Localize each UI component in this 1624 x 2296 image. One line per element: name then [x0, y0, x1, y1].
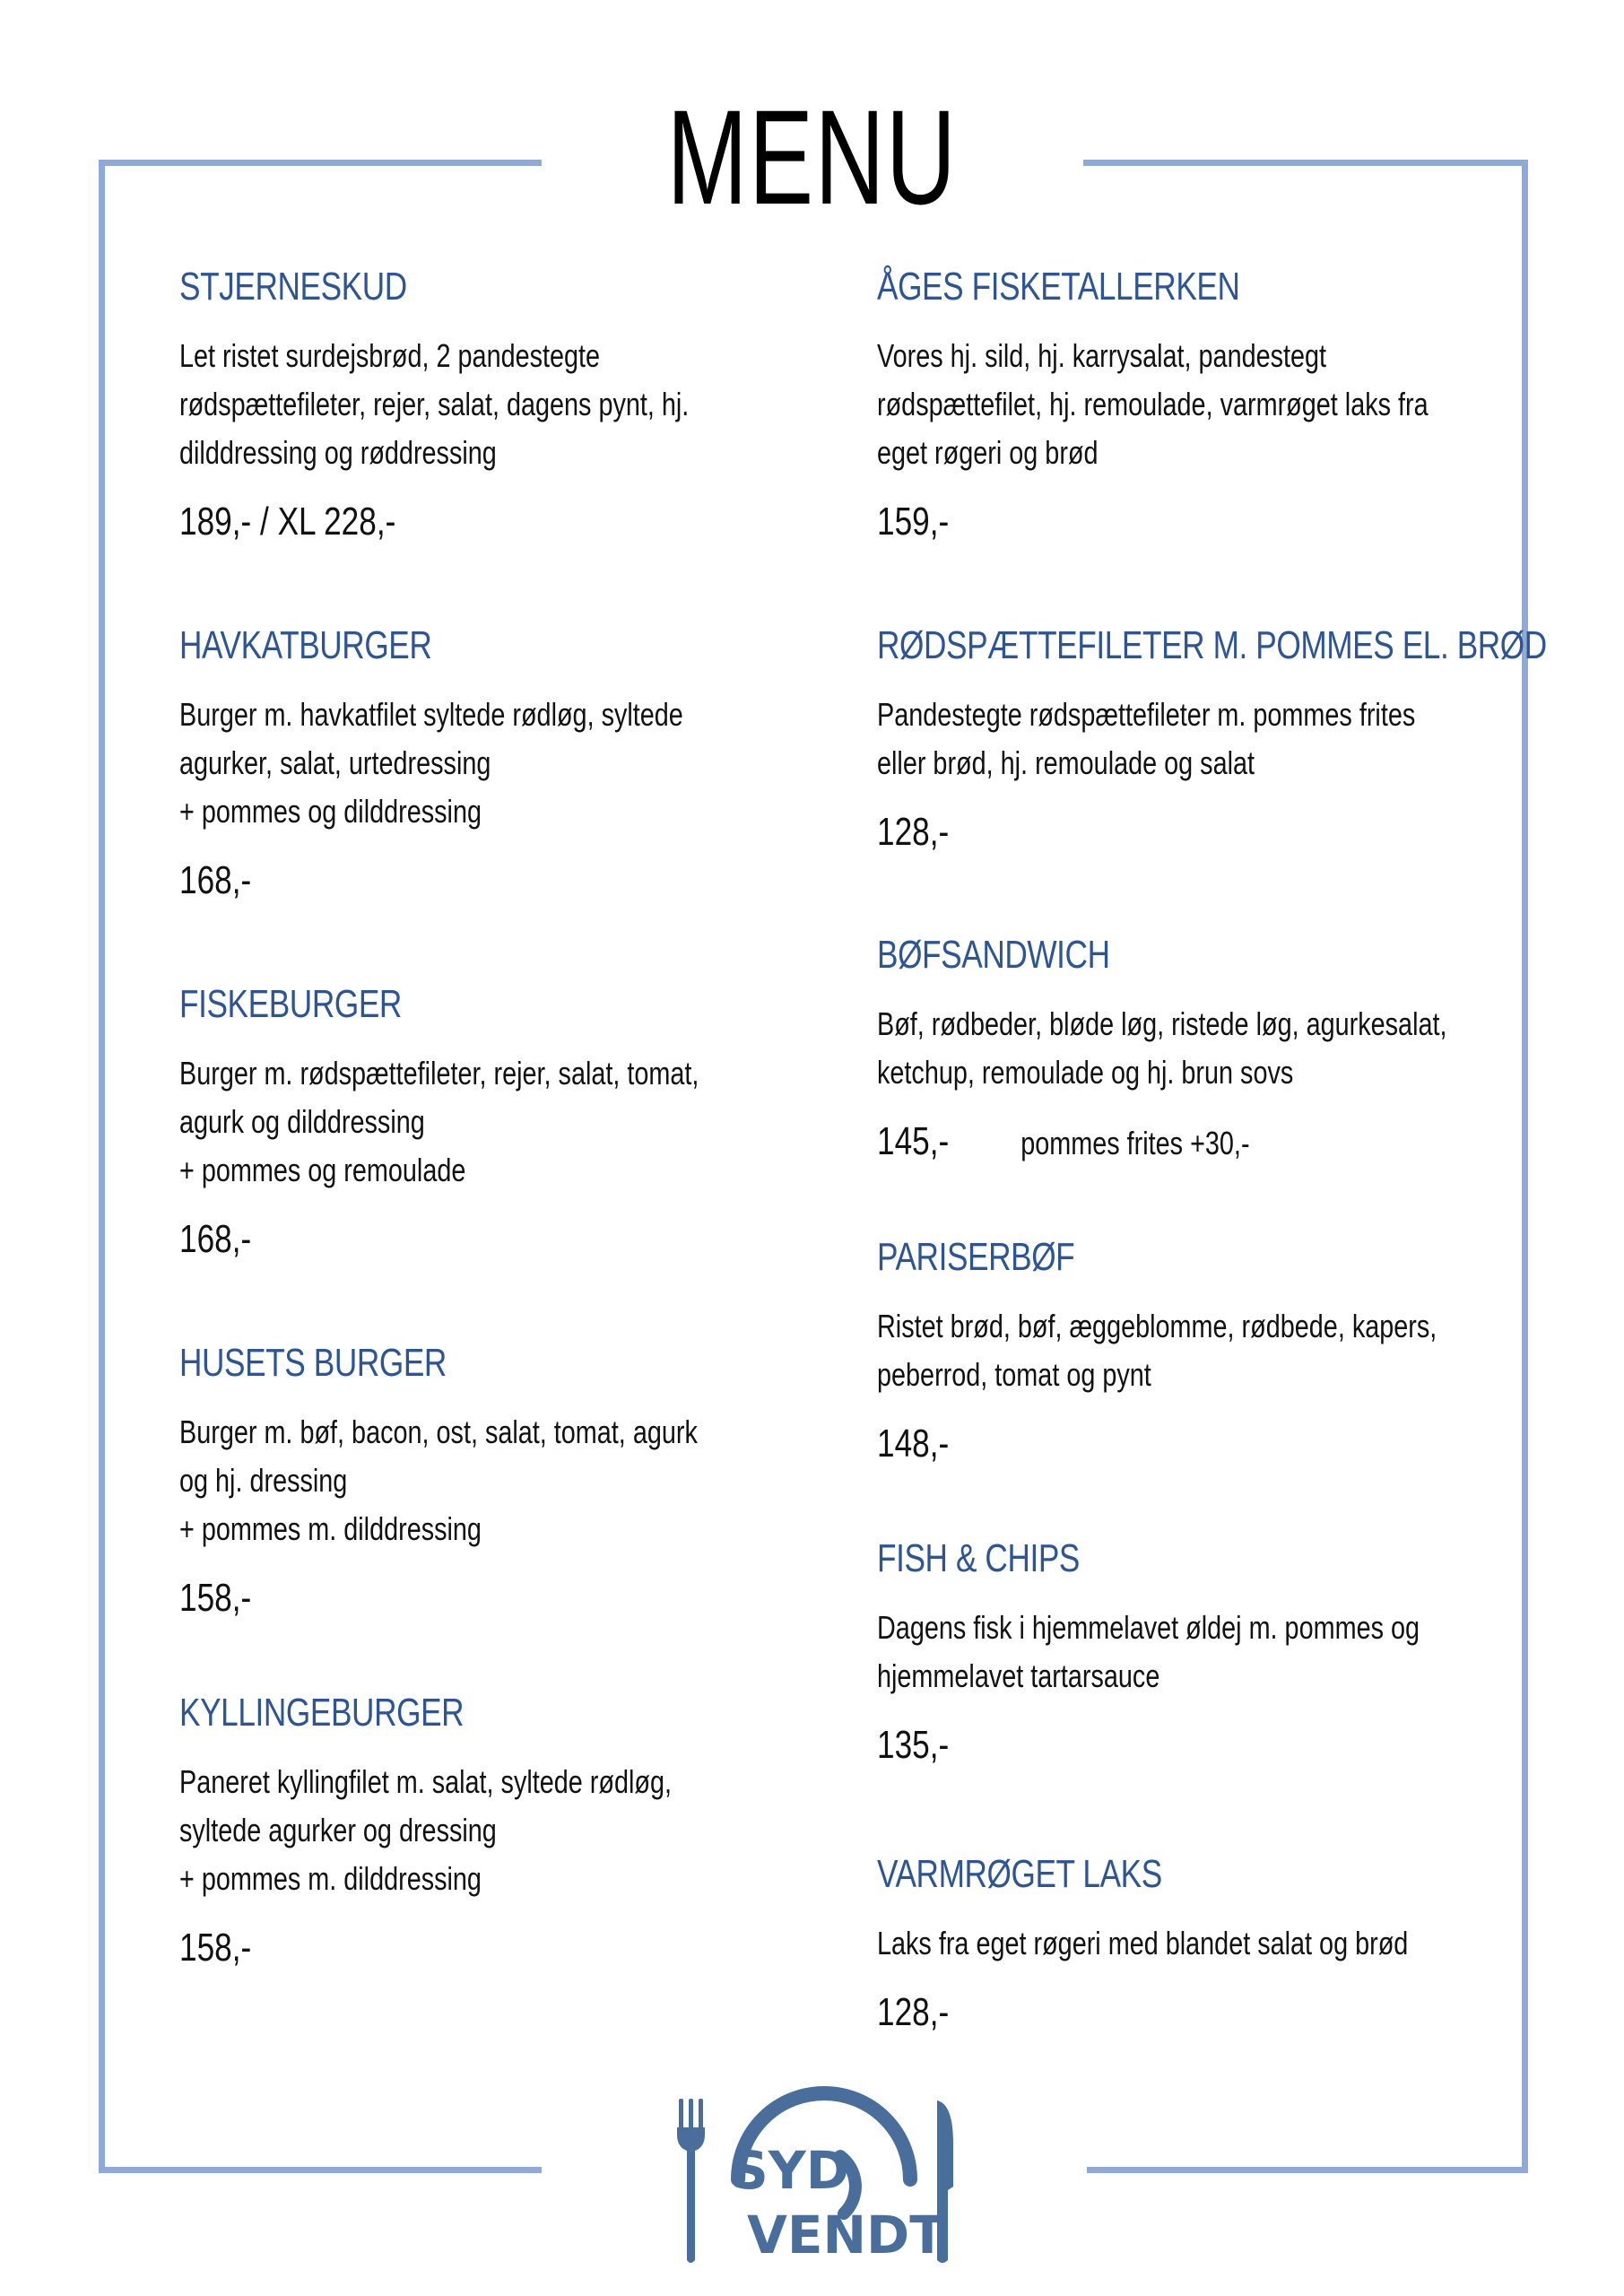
menu-item-description-line: rødspættefilet, hj. remoulade, varmrøget laks fra [877, 386, 1429, 422]
menu-item-price: 159,- [877, 500, 950, 544]
menu-item-description-line: eget røgeri og brød [877, 434, 1099, 471]
menu-item-description-line: Bøf, rødbeder, bløde løg, ristede løg, agurkesalat, [877, 1005, 1447, 1042]
menu-item-price-row [877, 807, 1547, 857]
menu-item-description [179, 1408, 698, 1553]
menu-item-price: 128,- [877, 1990, 950, 2034]
menu-item [179, 978, 829, 1265]
menu-item-description-line: syltede agurker og dressing [179, 1812, 497, 1848]
menu-item-description [877, 1604, 1420, 1700]
menu-item-price: 158,- [179, 1576, 252, 1620]
menu-item-description-line: Burger m. rødspættefileter, rejer, salat, tomat, [179, 1055, 699, 1091]
menu-item-name: HAVKATBURGER [179, 623, 432, 667]
menu-item-description-line: og hj. dressing [179, 1462, 348, 1499]
menu-item-description-line: agurk og dilddressing [179, 1103, 425, 1140]
menu-item-description-line: agurker, salat, urtedressing [179, 744, 491, 781]
menu-title: MENU [666, 82, 958, 232]
menu-item-name: KYLLINGEBURGER [179, 1691, 465, 1735]
menu-item-description-line: Ristet brød, bøf, æggeblomme, rødbede, kapers, [877, 1308, 1437, 1344]
menu-item-description [877, 1000, 1446, 1097]
menu-item-description-line: peberrod, tomat og pynt [877, 1356, 1151, 1393]
menu-item [179, 1336, 827, 1623]
menu-item-description-line: Pandestegte rødspættefileter m. pommes frites [877, 696, 1416, 733]
menu-item-description-line: Paneret kyllingfilet m. salat, syltede rødløg, [179, 1763, 673, 1800]
syd-vendt-logo [668, 2081, 964, 2269]
menu-item-description-line: + pommes m. dilddressing [179, 1860, 482, 1897]
menu-item-name: FISH & CHIPS [877, 1536, 1080, 1580]
menu-item-price: 168,- [179, 858, 252, 902]
menu-item-price-row [877, 1419, 1437, 1469]
menu-item-description-line: eller brød, hj. remoulade og salat [877, 744, 1255, 781]
menu-item-price-row [179, 1214, 699, 1265]
menu-item-price: 189,- / XL 228,- [179, 500, 396, 544]
menu-item-description-line: Dagens fisk i hjemmelavet øldej m. pommes og [877, 1609, 1420, 1646]
frame-left [99, 160, 105, 2173]
menu-item-name: HUSETS BURGER [179, 1341, 447, 1385]
menu-item-name: FISKEBURGER [179, 982, 402, 1026]
menu-item-description [877, 1302, 1437, 1399]
menu-item-price: 158,- [179, 1926, 252, 1970]
menu-item-description [179, 1049, 699, 1195]
menu-item-price: 148,- [877, 1422, 950, 1465]
menu-item-description [179, 332, 689, 477]
menu-item [179, 1686, 795, 1973]
menu-item-price-row [179, 497, 689, 547]
menu-item-description [179, 691, 683, 836]
menu-item [877, 260, 1566, 547]
menu-item-price-extra: pommes frites +30,- [1020, 1125, 1250, 1161]
menu-item-name: ÅGES FISKETALLERKEN [877, 265, 1240, 309]
frame-bottom-right [1087, 2167, 1528, 2173]
frame-bottom-left [99, 2167, 542, 2173]
menu-item [179, 619, 809, 906]
menu-item-description-line: + pommes og remoulade [179, 1152, 466, 1188]
menu-item [877, 1848, 1541, 2038]
menu-item-price: 145,- [877, 1119, 950, 1163]
menu-item [877, 1231, 1576, 1469]
menu-item-description [877, 1919, 1408, 1968]
menu-item-description-line: rødspættefileter, rejer, salat, dagens pynt, hj. [179, 386, 690, 422]
menu-item-price-row [877, 1987, 1408, 2038]
menu-item-price: 128,- [877, 810, 950, 854]
menu-item-description-line: Laks fra eget røgeri med blandet salat og brød [877, 1925, 1409, 1961]
logo-line1: SYD [731, 2140, 849, 2201]
menu-item-description [877, 691, 1547, 787]
menu-item-description-line: ketchup, remoulade og hj. brun sovs [877, 1054, 1294, 1091]
menu-item-price: 168,- [179, 1217, 252, 1261]
menu-item-price-row [877, 1117, 1446, 1167]
menu-item-description [179, 1758, 672, 1903]
menu-item-description-line: + pommes m. dilddressing [179, 1510, 482, 1547]
menu-item-description [877, 332, 1429, 477]
menu-item-price-row [179, 1573, 698, 1623]
menu-item-description-line: Burger m. bøf, bacon, ost, salat, tomat, agurk [179, 1413, 698, 1450]
menu-item-price-row [877, 1720, 1420, 1770]
menu-item-description-line: Let ristet surdejsbrød, 2 pandestegte [179, 337, 601, 374]
menu-item [877, 928, 1589, 1167]
menu-item-description-line: Burger m. havkatfilet syltede rødløg, syltede [179, 696, 683, 733]
menu-item-description-line: dilddressing og røddressing [179, 434, 497, 471]
fork-icon [677, 2099, 705, 2263]
menu-item-name: RØDSPÆTTEFILETER M. POMMES EL. BRØD [877, 623, 1547, 667]
menu-item-price-row [877, 497, 1429, 547]
menu-item-price: 135,- [877, 1723, 950, 1767]
menu-item-name: STJERNESKUD [179, 265, 407, 309]
menu-item-description-line: hjemmelavet tartarsauce [877, 1657, 1160, 1694]
menu-item-description-line: + pommes og dilddressing [179, 793, 482, 830]
menu-item [179, 260, 816, 547]
menu-item-description-line: Vores hj. sild, hj. karrysalat, pandestegt [877, 337, 1327, 374]
menu-item-name: PARISERBØF [877, 1235, 1075, 1279]
menu-item-name: VARMRØGET LAKS [877, 1852, 1162, 1896]
menu-item [877, 619, 1624, 857]
menu-item-price-row [179, 1923, 672, 1973]
menu-item-price-row [179, 856, 683, 906]
logo-line2: VENDT [747, 2205, 945, 2266]
menu-item-name: BØFSANDWICH [877, 933, 1110, 977]
menu-item [877, 1532, 1555, 1770]
